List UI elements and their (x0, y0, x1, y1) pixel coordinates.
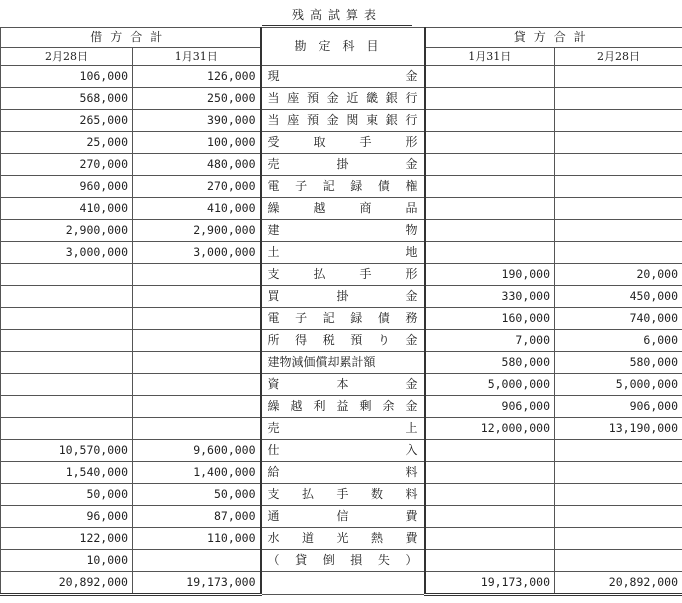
credit-jan-cell: 160,000 (425, 308, 555, 330)
credit-feb-cell: 5,000,000 (555, 374, 682, 396)
table-row (1, 242, 682, 264)
account-name: 受取手形 (267, 135, 418, 149)
credit-feb-total: 20,892,000 (555, 572, 682, 595)
credit-feb-cell: 580,000 (555, 352, 682, 374)
account-name: 電子記録債権 (267, 179, 418, 193)
debit-feb-cell: 960,000 (1, 176, 133, 198)
account-name: 水道光熱費 (267, 531, 418, 545)
account-name-cell (261, 176, 425, 198)
account-name-cell (261, 88, 425, 110)
debit-jan-cell (133, 330, 261, 352)
credit-jan-cell (425, 88, 555, 110)
account-name-cell (261, 418, 425, 440)
table-row (1, 264, 682, 286)
table-row (1, 462, 682, 484)
debit-feb-header: 2月28日 (1, 48, 133, 66)
table-row (1, 308, 682, 330)
account-name: 仕入 (267, 443, 418, 457)
table-row (1, 418, 682, 440)
debit-feb-cell: 2,900,000 (1, 220, 133, 242)
account-name-cell (261, 396, 425, 418)
account-name: 現金 (267, 69, 418, 83)
debit-jan-cell: 250,000 (133, 88, 261, 110)
account-name: 電子記録債務 (267, 311, 418, 325)
credit-jan-cell (425, 484, 555, 506)
credit-feb-cell (555, 220, 682, 242)
debit-feb-cell (1, 264, 133, 286)
table-row (1, 440, 682, 462)
debit-feb-cell: 410,000 (1, 198, 133, 220)
credit-jan-cell (425, 462, 555, 484)
credit-feb-cell (555, 88, 682, 110)
account-name: 支払手数料 (267, 487, 418, 501)
account-name: 所得税預り金 (267, 333, 418, 347)
credit-feb-cell: 13,190,000 (555, 418, 682, 440)
table-row (1, 352, 682, 374)
credit-jan-cell (425, 198, 555, 220)
debit-feb-cell: 122,000 (1, 528, 133, 550)
debit-jan-cell: 126,000 (133, 66, 261, 88)
debit-feb-cell (1, 308, 133, 330)
credit-feb-header: 2月28日 (555, 48, 682, 66)
account-name: 給料 (267, 465, 418, 479)
credit-feb-cell (555, 528, 682, 550)
table-row (1, 66, 682, 88)
account-name-cell (261, 242, 425, 264)
credit-jan-cell: 5,000,000 (425, 374, 555, 396)
credit-jan-cell (425, 176, 555, 198)
credit-feb-cell (555, 550, 682, 572)
credit-feb-cell: 740,000 (555, 308, 682, 330)
credit-jan-cell (425, 154, 555, 176)
account-name-cell (261, 286, 425, 308)
account-name-cell (261, 528, 425, 550)
credit-feb-cell (555, 132, 682, 154)
debit-jan-cell: 50,000 (133, 484, 261, 506)
debit-feb-cell: 568,000 (1, 88, 133, 110)
header-group-row (1, 28, 682, 48)
debit-jan-cell (133, 264, 261, 286)
debit-feb-cell (1, 330, 133, 352)
account-name-cell (261, 440, 425, 462)
account-name-cell (261, 154, 425, 176)
account-name-cell (261, 198, 425, 220)
account-name-cell (261, 132, 425, 154)
credit-jan-total: 19,173,000 (425, 572, 555, 595)
credit-feb-cell: 906,000 (555, 396, 682, 418)
account-name-cell (261, 462, 425, 484)
debit-jan-cell: 110,000 (133, 528, 261, 550)
account-name: 繰越商品 (267, 201, 418, 215)
account-name: 資本金 (267, 377, 418, 391)
debit-jan-cell: 270,000 (133, 176, 261, 198)
credit-jan-header: 1月31日 (425, 48, 555, 66)
table-row (1, 132, 682, 154)
account-name: 土地 (267, 245, 418, 259)
account-name: 支払手形 (267, 267, 418, 281)
credit-feb-cell (555, 66, 682, 88)
debit-jan-cell (133, 308, 261, 330)
credit-jan-cell (425, 506, 555, 528)
account-name-cell (261, 110, 425, 132)
credit-feb-cell (555, 110, 682, 132)
credit-feb-cell (555, 440, 682, 462)
table-row (1, 110, 682, 132)
credit-jan-cell (425, 110, 555, 132)
debit-jan-cell: 9,600,000 (133, 440, 261, 462)
debit-feb-cell (1, 418, 133, 440)
credit-feb-cell: 450,000 (555, 286, 682, 308)
debit-feb-cell: 96,000 (1, 506, 133, 528)
debit-jan-cell (133, 352, 261, 374)
account-name-cell (261, 66, 425, 88)
debit-feb-cell: 3,000,000 (1, 242, 133, 264)
credit-feb-cell (555, 154, 682, 176)
credit-jan-cell: 906,000 (425, 396, 555, 418)
account-name: 当座預金近畿銀行 (267, 91, 418, 105)
account-name: 通信費 (267, 509, 418, 523)
debit-jan-cell: 1,400,000 (133, 462, 261, 484)
debit-jan-cell (133, 550, 261, 572)
debit-feb-cell (1, 352, 133, 374)
debit-feb-cell (1, 396, 133, 418)
debit-jan-cell (133, 418, 261, 440)
debit-feb-cell: 270,000 (1, 154, 133, 176)
table-row (1, 176, 682, 198)
account-name-cell (261, 264, 425, 286)
debit-jan-cell: 3,000,000 (133, 242, 261, 264)
debit-jan-cell (133, 286, 261, 308)
account-name: 当座預金関東銀行 (267, 113, 418, 127)
table-row (1, 198, 682, 220)
totals-row (1, 572, 682, 595)
debit-jan-header: 1月31日 (133, 48, 261, 66)
credit-total-header: 貸方合計 (425, 28, 682, 48)
debit-feb-cell: 10,570,000 (1, 440, 133, 462)
credit-jan-cell (425, 528, 555, 550)
account-name: 建物 (267, 223, 418, 237)
debit-jan-cell (133, 374, 261, 396)
table-row (1, 330, 682, 352)
debit-feb-total: 20,892,000 (1, 572, 133, 595)
credit-feb-cell: 6,000 (555, 330, 682, 352)
table-row (1, 88, 682, 110)
account-header: 勘定科目 (261, 28, 425, 66)
table-row (1, 550, 682, 572)
credit-jan-cell (425, 220, 555, 242)
debit-feb-cell: 10,000 (1, 550, 133, 572)
debit-feb-cell (1, 374, 133, 396)
debit-feb-cell (1, 286, 133, 308)
table-row (1, 220, 682, 242)
debit-jan-cell: 100,000 (133, 132, 261, 154)
credit-feb-cell (555, 484, 682, 506)
account-name-cell (261, 484, 425, 506)
account-name-cell (261, 330, 425, 352)
account-name-cell (261, 374, 425, 396)
credit-jan-cell (425, 66, 555, 88)
account-name: （貸倒損失） (267, 553, 418, 567)
debit-jan-cell (133, 396, 261, 418)
credit-jan-cell: 12,000,000 (425, 418, 555, 440)
table-row (1, 506, 682, 528)
account-name-cell (261, 352, 425, 374)
account-name-cell (261, 308, 425, 330)
debit-total-header: 借方合計 (1, 28, 261, 48)
account-name: 建物減価償却累計額 (267, 355, 376, 369)
credit-jan-cell: 580,000 (425, 352, 555, 374)
credit-feb-cell (555, 462, 682, 484)
account-name: 繰越利益剰余金 (267, 399, 418, 413)
account-name-cell (261, 550, 425, 572)
debit-jan-cell: 2,900,000 (133, 220, 261, 242)
debit-jan-cell: 410,000 (133, 198, 261, 220)
credit-feb-cell (555, 506, 682, 528)
page-title: 残高試算表 (262, 6, 412, 28)
credit-jan-cell: 330,000 (425, 286, 555, 308)
credit-jan-cell (425, 550, 555, 572)
table-row (1, 528, 682, 550)
credit-feb-cell (555, 198, 682, 220)
account-name: 売掛金 (267, 157, 418, 171)
debit-jan-total: 19,173,000 (133, 572, 261, 595)
credit-jan-cell: 7,000 (425, 330, 555, 352)
trial-balance-table (0, 27, 682, 596)
debit-feb-cell: 1,540,000 (1, 462, 133, 484)
credit-feb-cell (555, 176, 682, 198)
debit-feb-cell: 50,000 (1, 484, 133, 506)
account-name: 売上 (267, 421, 418, 435)
credit-jan-cell (425, 440, 555, 462)
debit-jan-cell: 87,000 (133, 506, 261, 528)
account-name-cell (261, 506, 425, 528)
account-name: 買掛金 (267, 289, 418, 303)
credit-jan-cell (425, 242, 555, 264)
table-row (1, 154, 682, 176)
debit-feb-cell: 106,000 (1, 66, 133, 88)
debit-feb-cell: 25,000 (1, 132, 133, 154)
table-row (1, 484, 682, 506)
debit-jan-cell: 480,000 (133, 154, 261, 176)
debit-feb-cell: 265,000 (1, 110, 133, 132)
credit-feb-cell: 20,000 (555, 264, 682, 286)
debit-jan-cell: 390,000 (133, 110, 261, 132)
table-row (1, 286, 682, 308)
account-name-cell (261, 220, 425, 242)
credit-feb-cell (555, 242, 682, 264)
credit-jan-cell: 190,000 (425, 264, 555, 286)
account-total-cell (261, 572, 425, 595)
table-row (1, 396, 682, 418)
table-row (1, 374, 682, 396)
credit-jan-cell (425, 132, 555, 154)
